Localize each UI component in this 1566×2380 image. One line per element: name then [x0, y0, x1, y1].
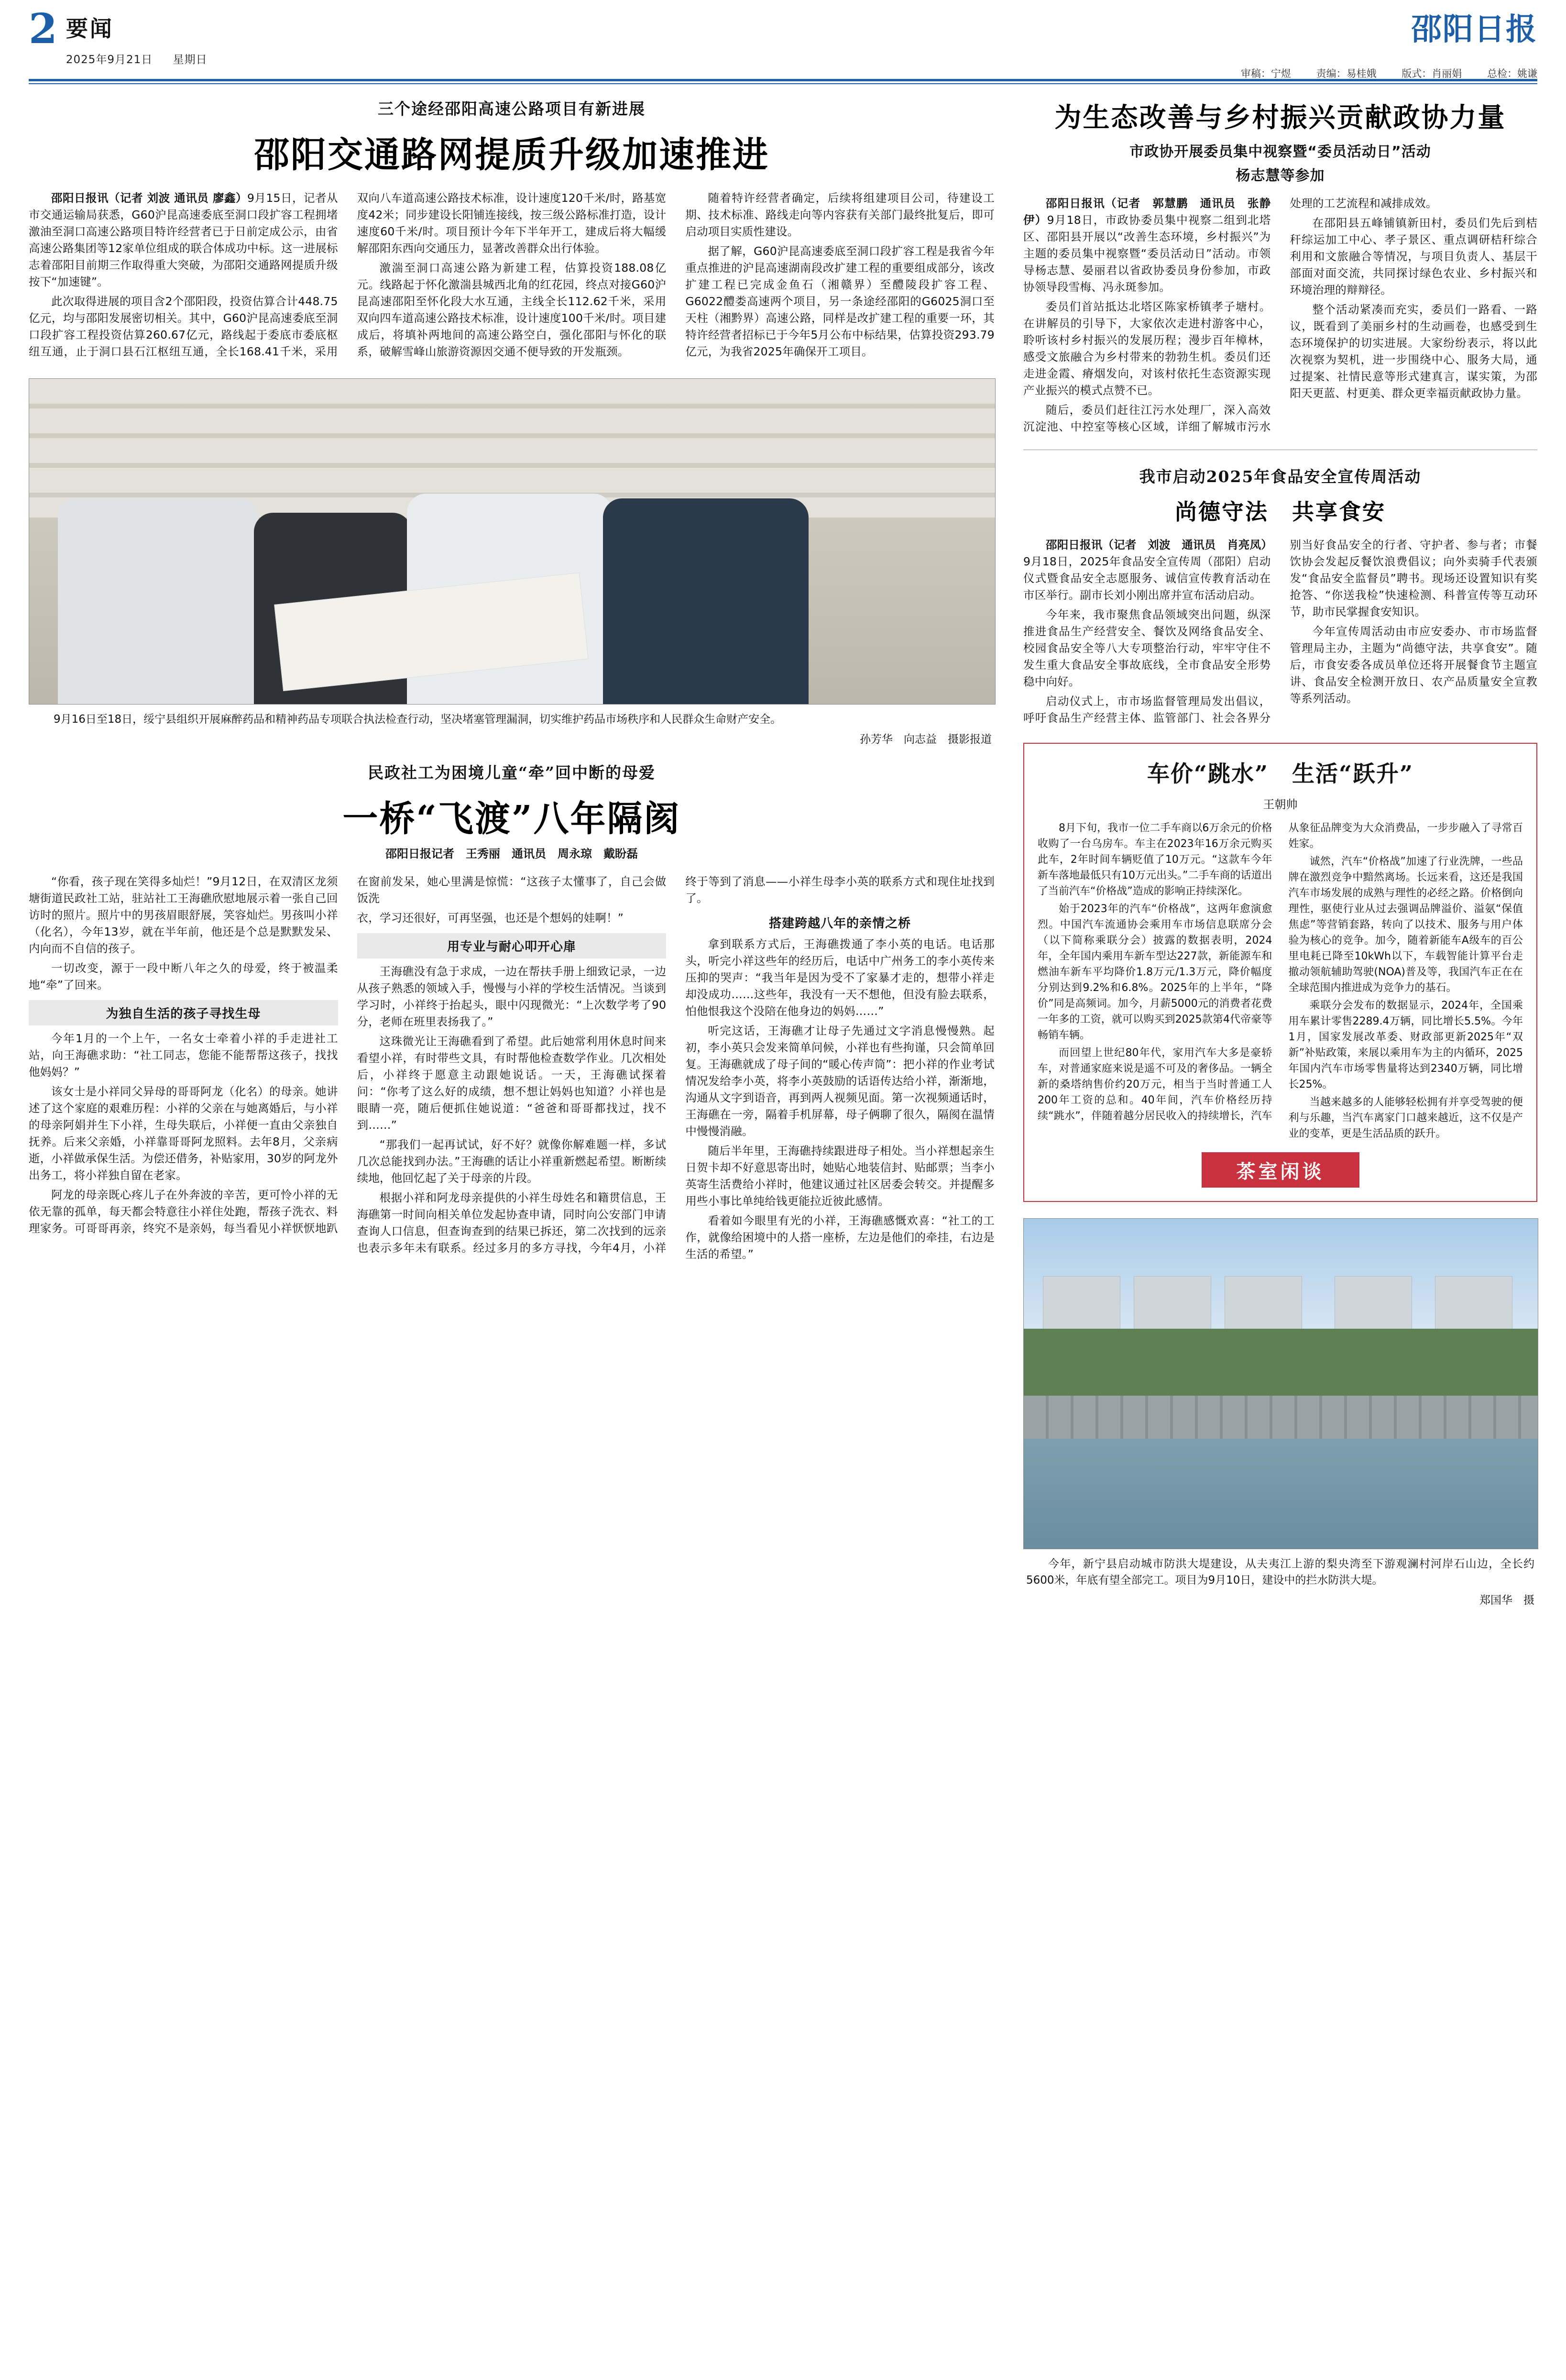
article-car-author: 王朝帅: [1263, 798, 1298, 811]
article-transport-p3: 随着特许经营者确定，后续将组建项目公司，待建设工期、技术标准、路线走向等内容获有关部门最终批复后，即可启动项目实质性建设。: [685, 191, 995, 238]
photo-river: [1023, 1218, 1538, 1549]
article-food-p0: 9月18日，2025年食品安全宣传周（邵阳）启动仪式暨食品安全志愿服务、诚信宣传教育活动在市区举行。副市长刘小刚出席并宣布活动启动。: [1023, 555, 1271, 602]
article-bridge-subhead-3: 搭建跨越八年的亲情之桥: [769, 916, 911, 931]
article-car-headline: 车价“跳水” 生活“跃升”: [1147, 761, 1414, 787]
article-food-shoulder: 我市启动2025年食品安全宣传周活动: [1139, 467, 1422, 486]
article-bridge-subhead-1: 为独自生活的孩子寻找生母: [29, 1000, 338, 1025]
credits-line: [1219, 66, 1537, 80]
article-eco-headline: 为生态改善与乡村振兴贡献政协力量: [1054, 102, 1506, 133]
article-car-p4: 乘联分会发布的数据显示，2024年，全国乘用车累计零售2289.4万辆，同比增长5.5%。今年1月，国家发展改革委、财政部更新2025年“双新”补贴政策，来展以乘用车为主的内循环，2025年国内汽车市场零售量将达到2340万辆，同比增长25%。: [1288, 1000, 1523, 1091]
article-eco-body: [1023, 195, 1537, 435]
credit-3: 总检：姚谦: [1487, 68, 1537, 79]
article-food-byline: 邵阳日报讯（记者 刘波 通讯员 肖亮凤）: [1046, 538, 1272, 551]
article-bridge: [29, 760, 995, 1263]
left-region: [29, 97, 995, 1607]
photo-river-caption: 今年，新宁县启动城市防洪大堤建设，从夫夷江上游的梨央湾至下游观澜村河岸石山边，全长约5600米，年底有望全部完工。项目为9月10日，建设中的拦水防洪大堤。: [1026, 1558, 1534, 1587]
article-eco-p4: 整个活动紧凑而充实，委员们一路看、一路议，既看到了美丽乡村的生动画卷，也感受到生态环境保护的切实进展。大家纷纷表示，将以此次视察为契机，进一步围绕中心、服务大局，通过提案、社情民意等形式建真言，谋实策，为邵阳天更蓝、村更美、群众更幸福贡献政协力量。: [1290, 303, 1537, 400]
page-number: 2: [29, 5, 57, 53]
article-car-p5: 当越来越多的人能够轻松拥有并享受驾驶的便利与乐趣，当汽车离家门口越来越近，这不仅是产业的变革，更是生活品质的跃升。: [1288, 1096, 1523, 1140]
photo-enforcement-block: [29, 378, 995, 746]
article-eco-byline: 邵阳日报讯（记者 郭慧鹏 通讯员 张静伊）: [1023, 197, 1271, 227]
article-bridge-s3-p3: 看着如今眼里有光的小祥，王海礁感慨欢喜：“社工的工作，就像给困境中的人搭一座桥，左边是他们的牵挂，右边是生活的希望。”: [685, 1214, 995, 1261]
credit-2: 版式：肖丽娟: [1402, 68, 1462, 79]
photo-enforcement: [29, 378, 996, 705]
article-food-headline: 尚德守法 共享食安: [1175, 499, 1386, 525]
page-content: [29, 97, 1537, 1607]
article-bridge-s3-p1: 听完这话，王海礁才让母子先通过文字消息慢慢熟。起初，李小英只会发来简单问候，小祥也有些拘谨，只会简单回复。王海礁就成了母子间的“暖心传声筒”：把小祥的作业考试情况发给李小英，将李小英鼓励的话语传达给小祥，渐渐地，沟通从文字到语音，再到两人视频见面。第一次视频通话时，王海礁在一旁，隔着手机屏幕，母子俩聊了很久，隔阂在温情中慢慢消融。: [685, 1024, 995, 1138]
article-eco-p0: 9月18日，市政协委员集中视察二组到北塔区、邵阳县开展以“改善生态环境，乡村振兴”为主题的委员集中视察暨“委员活动日”活动。市领导杨志慧、晏丽君以省政协委员身份参加，市政协领导段雪梅、冯永斑参加。: [1023, 213, 1271, 294]
article-bridge-s1-p1: 该女士是小祥同父异母的哥哥阿龙（化名）的母亲。她讲述了这个家庭的艰难历程：小祥的父亲在与她离婚后，与小祥的母亲阿娟并生下小祥，生母失联后，小祥便一直由父亲独自抚养。后来父亲婚，小祥靠哥哥阿龙照料。去年8月，父亲病逝，小祥做承保生活。为偿还借务，补贴家用，30岁的阿龙外出务工，将小祥独自留在老家。: [29, 1085, 338, 1182]
masthead-left: [29, 5, 224, 66]
article-transport-body: [29, 190, 995, 362]
article-bridge-s2-p3: 根据小祥和阿龙母亲提供的小祥生母姓名和籍贯信息，王海礁第一时间向相关单位发起协查申请，同时向公安部门申请查询人口信息，但查询查到的结果已拆还，第二次找到的远亲也表示多年未有联系。经过多月的多方寻找，今年4月，小祥终于等到了消息——小祥生母李小英的联系方式和现住址找到了。: [357, 875, 995, 1255]
article-bridge-s3-p2: 随后半年里，王海礁持续跟进母子相处。当小祥想起亲生日贺卡却不好意思寄出时，她贴心地装信封、贴邮票；当李小英寄生活费给小祥时，他建议通过社区居委会转交。并提醒多用些小事比单纯给钱更能拉近彼此感情。: [685, 1144, 995, 1208]
date-text: 2025年9月21日: [66, 54, 153, 66]
article-transport: [29, 97, 995, 362]
article-food-p1: 今年来，我市聚焦食品领域突出问题，纵深推进食品生产经营安全、餐饮及网络食品安全、校园食品安全等八大专项整治行动，牢牢守住不发生重大食品安全事故底线，全市食品安全形势稳中向好。: [1023, 608, 1271, 688]
column-stamp: 茶室闲谈: [1202, 1152, 1359, 1188]
article-bridge-s2-p2: “那我们一起再试试，好不好？就像你解难题一样，多试几次总能找到办法。”王海礁的话让小祥重新燃起希望。断断续续地，他回忆起了关于母亲的片段。: [357, 1138, 667, 1185]
article-eco-p1: 委员们首站抵达北塔区陈家桥镇孝子塘村。在讲解员的引导下，大家依次走进村游客中心，聆听该村乡村振兴的发展历程；漫步百年樟林，感受文旅融合为乡村带来的勃勃生机。委员们还走进金霞、瘠烟发向，对该村依托生态资源实现产业振兴的模式点赞不已。: [1023, 300, 1271, 397]
article-transport-p0: 9月15日，记者从市交通运输局获悉，G60沪昆高速委底至洞口段扩容工程拥堵激油至洞口高速公路项目特许经营者已于日前定成公示，由省高速公路集团等12家单位组成的联合体成功中标。这一进展标志着邵阳目前期三作取得重大突破，为邵阳交通路网提质升级按下“加速键”。: [29, 191, 338, 288]
article-bridge-lead: “你看，孩子现在笑得多灿烂！”9月12日，在双清区龙须塘街道民政社工站，驻站社工王海礁欣慰地展示着一张自己回访时的照片。照片中的男孩眉眼舒展，笑容灿烂。男孩叫小祥（化名），今年13岁，就在半年前，他还是个总是默默发呆、内向而不自信的孩子。: [29, 875, 338, 955]
right-region: [1023, 97, 1537, 1607]
photo-river-block: [1023, 1218, 1537, 1607]
credit-0: 审稿：宁煜: [1240, 68, 1291, 79]
masthead-right: [1219, 5, 1537, 80]
article-eco: [1023, 97, 1537, 435]
article-bridge-body: [29, 873, 995, 1263]
article-bridge-s2-p1: 这珠微光让王海礁看到了希望。此后她常利用休息时间来看望小祥，有时带些文具，有时帮他检查数学作业。几次相处后，小祥终于愿意主动跟她说话。一天，王海礁试探着问：“你考了这么好的成绩，想不想让妈妈也知道？小祥也是眼睛一亮，随后便抓住她说道：“爸爸和哥哥都找过，找不到……”: [357, 1035, 667, 1132]
article-food: [1023, 464, 1537, 727]
section-title: 要闻: [66, 16, 114, 42]
article-car-body: [1038, 820, 1523, 1142]
article-eco-subhead-2: 杨志慧等参加: [1236, 167, 1325, 184]
article-car-box: [1023, 743, 1537, 1202]
article-transport-p4: 据了解，G60沪昆高速委底至洞口段扩容工程是我省今年重点推进的沪昆高速湖南段改扩建工程的重要组成部分，该改扩建工程已完成金鱼石（湘赣界）至醴陵段扩容工程、G6022醴娄高速两个项目，另一条途经邵阳的G6025洞口至天柱（湘黔界）高速公路，同样是改扩建工程的重要一环，其特许经营者招标已于今年5月公布中标结果，估算投资293.79亿元，为我省2025年确保开工项目。: [685, 244, 995, 358]
article-food-p2: 启动仪式上，市市场监督管理局发出倡议，呼吁食品生产经营主体、监管部门、社会各界分别当好食品安全的行者、守护者、参与者；市餐饮协会发起反餐饮浪费倡议；向外卖骑手代表颁发“食品安全监督员”聘书。现场还设置知识有奖抢答、“你送我检”快速检测、科普宣传等互动环节，助市民掌握食安知识。: [1023, 538, 1537, 725]
article-bridge-p2: 一切改变，源于一段中断八年之久的母爱，终于被温柔地“牵”了回来。: [29, 961, 338, 992]
figure-1: [58, 498, 259, 704]
photo-river-credit: 郑国华 摄: [1479, 1594, 1534, 1607]
article-food-p3: 今年宣传周活动由市应安委办、市市场监督管理局主办，主题为“尚德守法，共享食安”。随后，市食安委各成员单位还将开展餐食节主题宣讲、食品安全检测开放日、农产品质量安全宣教等系列活动。: [1290, 625, 1537, 705]
article-eco-p2: 随后，委员们赶往江污水处理厂，深入高效沉淀池、中控室等核心区域，详细了解城市污水处理的工艺流程和减排成效。: [1023, 197, 1437, 433]
article-car-p3: 诚然，汽车“价格战”加速了行业洗牌，一些品牌在激烈竞争中黯然离场。长远来看，这还是我国汽车市场发展的成熟与理性的必经之路。价格倒向理性，驱使行业从过去强调品牌溢价、溢氨“保值焦虑”等营销套路，转向了以技术、服务与用户体验为核心的竞争。加今，随着新能车A级车的百公里电耗已降至10kWh以下，车载智能计算平台走撤动领航辅助驾驶(NOA)普及等，我国汽车正在在全球范围内推进成为竞争力的基石。: [1288, 856, 1523, 994]
photo-figures: [29, 479, 995, 704]
article-car-p0: 8月下旬，我市一位二手车商以6万余元的价格收购了一台乌房车。车主在2023年16万余元购买此车，2年时间车辆贬值了10万元。“这款车今年新车落地最低只有10万元出头。”二手车商的话道出了当前汽车“价格战”造成的影响正持续深化。: [1038, 822, 1272, 897]
article-eco-subhead-1: 市政协开展委员集中视察暨“委员活动日”活动: [1129, 143, 1431, 160]
article-bridge-s1-p2: 阿龙的母亲既心疼儿子在外奔波的辛苦，更可怜小祥的无依无靠的孤单，每天都会特意往小祥住处跑，帮孩子洗衣、料理家务。可哥哥再亲，终究不是亲妈，每当看见小祥恹恹地趴在窗前发呆，她心里满是惊慌：“这孩子太懂事了，自己会做饭洗: [29, 875, 667, 1235]
article-bridge-byline: 邵阳日报记者 王秀丽 通讯员 周永琼 戴盼磊: [385, 847, 638, 860]
masthead-rule-thin: [29, 83, 1537, 84]
credit-1: 责编：易桂娥: [1316, 68, 1377, 79]
masthead: [0, 0, 1566, 79]
article-bridge-s2-p0: 王海礁没有急于求成，一边在帮扶手册上细致记录，一边从孩子熟悉的领域入手，慢慢与小祥的学校生活情况。当谈到学习时，小祥终于抬起头，眼中闪现微光：“上次数学考了90分，老师在班里表扬我了。”: [357, 965, 667, 1028]
article-car-p2: 而回望上世纪80年代，家用汽车大多是豪轿车，对普通家庭来说是遥不可及的奢侈品。一辆全新的桑塔纳售价约20万元，相当于当时普通工人200年工资的总和。40年间，汽车价格经历持续“跳水”，伴随着越分居民收入的持续增长，汽车从象征品牌变为大众消费品，一步步融入了寻常百姓家。: [1038, 822, 1523, 1122]
article-bridge-headline: 一桥“飞渡”八年隔阂: [342, 798, 681, 839]
article-food-body: [1023, 537, 1537, 727]
article-transport-p2: 激湍至洞口高速公路为新建工程，估算投资188.08亿元。线路起于怀化激湍县城西北角的红花园，终点对接G60沪昆高速邵阳至怀化段大水互通，主线全长112.62千米，采用双向四车道高速公路技术标准，设计速度100千米/时。项目建成后，将填补两地间的高速公路空白，强化邵阳与怀化的联系，破解雪峰山旅游资源因交通不便导致的开发瓶颈。: [357, 261, 667, 358]
article-eco-p3: 在邵阳县五峰铺镇新田村，委员们先后到桔秆综运加工中心、孝子景区、重点调研桔秆综合利用和文旅融合等情况，与项目负责人、基层干部面对面交流，共同探讨绿色农业、乡村振兴和环境治理的辩辩径。: [1290, 216, 1537, 297]
article-transport-headline: 邵阳交通路网提质升级加速推进: [254, 134, 769, 176]
publish-date: [66, 51, 224, 66]
article-transport-byline: 邵阳日报讯（记者 刘波 通讯员 廖鑫）: [51, 191, 247, 205]
photo-river-water: [1024, 1439, 1538, 1549]
paper-title: 邵阳日报: [1411, 11, 1537, 47]
weekday-text: 星期日: [173, 54, 208, 66]
article-bridge-s1b-p0: 衣，学习还很好，可再坚强，也还是个想妈的娃啊！”: [357, 911, 624, 925]
photo-enforcement-caption: 9月16日至18日，绥宁县组织开展麻醉药品和精神药品专项联合执法检查行动，坚决堵塞管理漏洞，切实维护药品市场秩序和人民群众生命财产安全。: [54, 713, 782, 726]
article-transport-p1: 此次取得进展的项目含2个邵阳段，投资估算合计448.75亿元，均与邵阳发展密切相关。其中，G60沪昆高速委底至洞口段扩容工程投资估算260.67亿元，路线起于委底市委底枢纽互通，止于洞口县石江枢纽互通，全长168.41千米，采用双向八车道高速公路技术标准，设计速度120千米/时，路基宽度42米；同步建设长阳铺连接线，按三级公路标准打造，设计速度60千米/时。项目预计今年下半年开工，建成后将大幅缓解邵阳东西向交通压力，显著改善群众出行体验。: [29, 191, 667, 358]
figure-4: [603, 498, 809, 704]
article-bridge-s3-p0: 拿到联系方式后，王海礁拨通了李小英的电话。电话那头，听完小祥这些年的经历后，电话中广州务工的李小英传来压抑的哭声：“我当年是因为受不了家暴才走的，想带小祥走却没成功……这些年，我没有一天不想他，但没有脸去联系，怕他恨我这个没陪在他身边的妈妈……”: [685, 937, 995, 1018]
photo-enforcement-credit: 孙芳华 向志益 摄影报道: [860, 733, 992, 746]
article-bridge-s1-p0: 今年1月的一个上午，一名女士牵着小祥的手走进社工站，向王海礁求助：“社工同志，您能不能帮帮这孩子，找找他妈妈？”: [29, 1032, 338, 1079]
article-bridge-subhead-2: 用专业与耐心叩开心扉: [357, 933, 667, 959]
article-bridge-shoulder: 民政社工为困境儿童“牵”回中断的母爱: [368, 763, 656, 782]
photo-treeline: [1024, 1329, 1538, 1400]
article-transport-shoulder: 三个途经邵阳高速公路项目有新进展: [378, 99, 646, 118]
article-car-p1: 始于2023年的汽车“价格战”，这两年愈演愈烈。中国汽车流通协会乘用车市场信息联席分会（以下简称乘联分会）披露的数据表明，2024年，全年国内乘用车新车型达227款，新能源车和燃油车新车平均降价1.8万元/1.3万元，降价幅度分别达到9.2%和6.8%。2025年的上半年，“降价”同是高频词。加今，月薪5000元的消费者花费一年多的工资，就可以购买到2025款第4代帝豪等畅销车辆。: [1038, 903, 1272, 1041]
